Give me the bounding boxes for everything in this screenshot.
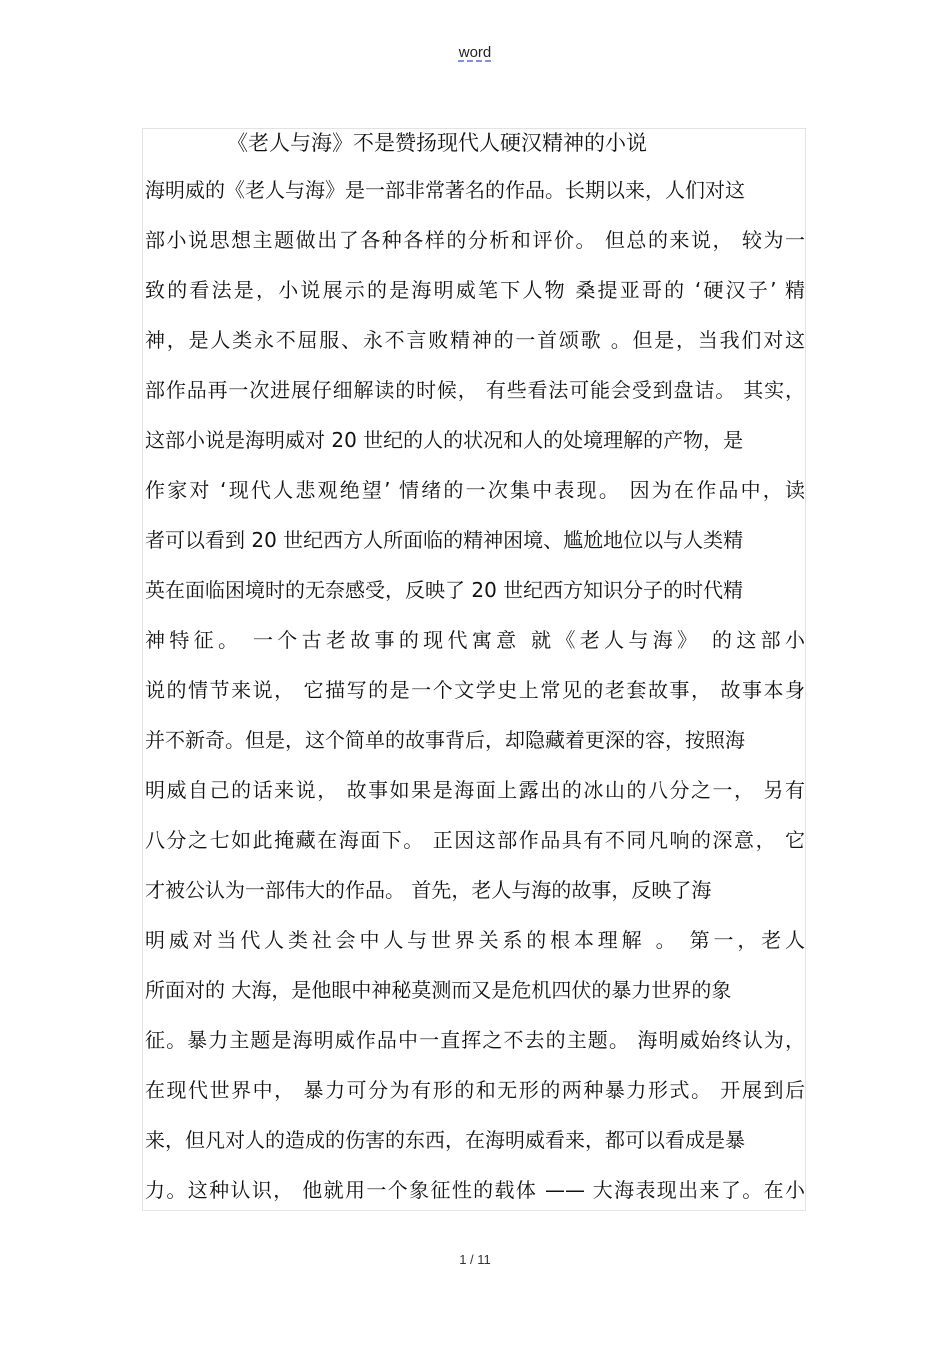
text-line: 在现代世界中， 暴力可分为有形的和无形的两种暴力形式。 开展到后 <box>145 1078 805 1102</box>
text-line: 力。这种认识， 他就用一个象征性的载体 —— 大海表现出来了。在小 <box>145 1178 805 1202</box>
paragraph-block <box>145 175 805 1211</box>
text-line: 者可以看到 20 世纪西方人所面临的精神困境、尴尬地位以与人类精 <box>145 528 744 552</box>
text-line: 所面对的 大海，是他眼中神秘莫测而又是危机四伏的暴力世界的象 <box>145 978 732 1002</box>
text-line: 海明威的《老人与海》是一部非常著名的作品。长期以来，人们对这 <box>145 178 745 202</box>
text-line: 八分之七如此掩藏在海面下。 正因这部作品具有不同凡响的深意， 它 <box>145 828 805 852</box>
text-line: 作家对 ‘现代人悲观绝望’ 情绪的一次集中表现。 因为在作品中，读 <box>145 478 805 502</box>
text-line: 才被公认为一部伟大的作品。 首先，老人与海的故事，反映了海 <box>145 878 712 902</box>
text-line: 并不新奇。但是，这个简单的故事背后，却隐藏着更深的容，按照海 <box>145 728 745 752</box>
document-body <box>142 128 806 1211</box>
text-line: 部作品再一次进展仔细解读的时候， 有些看法可能会受到盘诘。 其实， <box>145 378 805 402</box>
text-line: 英在面临困境时的无奈感受，反映了 20 世纪西方知识分子的时代精 <box>145 578 744 602</box>
text-line: 神，是人类永不屈服、永不言败精神的一首颂歌 。但是，当我们对这 <box>145 328 805 352</box>
header-text: word <box>458 44 492 61</box>
text-line: 明威自己的话来说， 故事如果是海面上露出的冰山的八分之一， 另有 <box>145 778 805 802</box>
text-line: 征。暴力主题是海明威作品中一直挥之不去的主题。 海明威始终认为， <box>145 1028 805 1052</box>
document-title: 《老人与海》不是赞扬现代人硬汉精神的小说 <box>227 131 647 155</box>
text-line: 部小说思想主题做出了各种各样的分析和评价。 但总的来说， 较为一 <box>145 228 805 252</box>
page-indicator: 1 / 11 <box>459 1252 491 1267</box>
text-line: 来，但凡对人的造成的伤害的东西，在海明威看来，都可以看成是暴 <box>145 1128 745 1152</box>
text-line: 致的看法是，小说展示的是海明威笔下人物 桑提亚哥的 ‘硬汉子’ 精 <box>145 278 805 302</box>
page-header <box>0 44 950 61</box>
text-line: 明威对当代人类社会中人与世界关系的根本理解 。 第一，老人 <box>145 928 805 952</box>
text-line: 说的情节来说， 它描写的是一个文学史上常见的老套故事， 故事本身 <box>145 678 805 702</box>
text-line: 这部小说是海明威对 20 世纪的人的状况和人的处境理解的产物，是 <box>145 428 744 452</box>
text-line: 神特征。 一个古老故事的现代寓意 就《老人与海》 的这部小 <box>145 628 805 652</box>
